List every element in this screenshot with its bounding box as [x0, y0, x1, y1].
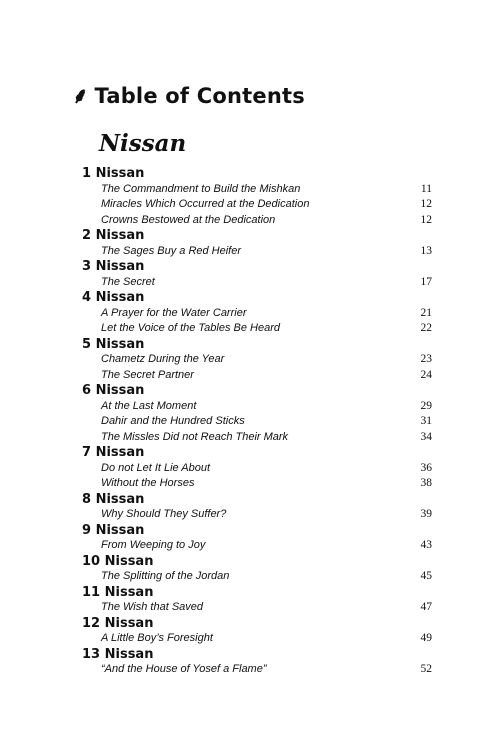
- entry-page-number: 13: [420, 244, 432, 257]
- toc-entry: [82, 414, 432, 430]
- entry-title: Let the Voice of the Tables Be Heard: [101, 322, 280, 334]
- entry-title: At the Last Moment: [101, 399, 197, 412]
- entry-page-number: 39: [420, 508, 432, 520]
- day-heading: 6 Nissan: [82, 383, 145, 398]
- entry-page-number: 34: [420, 430, 432, 443]
- entry-title: Chametz During the Year: [101, 353, 225, 365]
- ornament-icon: ⸙: [72, 83, 89, 109]
- day-heading: 7 Nissan: [82, 445, 145, 460]
- entry-page-number: 22: [420, 322, 432, 334]
- toc-entry: [82, 461, 432, 477]
- entry-title: Dahir and the Hundred Sticks: [101, 415, 245, 427]
- day-heading: 13 Nissan: [82, 646, 154, 662]
- toc-entry: [82, 399, 432, 415]
- toc-entry: [82, 538, 432, 554]
- entry-title: Miracles Which Occurred at the Dedication: [101, 198, 310, 210]
- day-heading: 8 Nissan: [82, 491, 145, 507]
- toc-entry: [82, 306, 432, 322]
- toc-entry: [82, 244, 432, 260]
- toc-entry: [82, 352, 432, 368]
- entry-title: Crowns Bestowed at the Dedication: [101, 213, 276, 226]
- page-title: Table of Contents: [94, 84, 305, 108]
- toc-entry: [82, 368, 432, 384]
- entry-page-number: 43: [420, 539, 432, 551]
- entry-title: Without the Horses: [101, 477, 195, 489]
- toc-header: [72, 84, 305, 108]
- day-heading: 12 Nissan: [82, 615, 154, 631]
- entry-title: The Splitting of the Jordan: [101, 570, 230, 582]
- entry-page-number: 12: [420, 198, 432, 210]
- toc-entry: [82, 213, 432, 229]
- entry-page-number: 12: [420, 213, 432, 226]
- entry-page-number: 52: [420, 663, 432, 675]
- toc-entry: [82, 476, 432, 492]
- toc-entry: [82, 321, 432, 337]
- entry-title: “And the House of Yosef a Flame”: [101, 663, 267, 675]
- entry-page-number: 38: [420, 477, 432, 489]
- day-heading: 9 Nissan: [82, 522, 145, 538]
- toc-entry: [82, 430, 432, 446]
- entry-page-number: 23: [420, 353, 432, 365]
- toc-entry: [82, 662, 432, 678]
- entry-title: The Wish that Saved: [101, 601, 204, 613]
- entry-page-number: 47: [420, 601, 432, 613]
- day-heading: 3 Nissan: [82, 259, 145, 274]
- toc-entry: [82, 182, 432, 198]
- entry-title: Why Should They Suffer?: [101, 508, 227, 520]
- entry-title: A Prayer for the Water Carrier: [101, 306, 247, 319]
- toc-entry: [82, 600, 432, 616]
- day-heading: 2 Nissan: [82, 228, 145, 243]
- toc-list: [82, 166, 432, 678]
- entry-page-number: 49: [420, 632, 432, 644]
- day-heading: 11 Nissan: [82, 584, 154, 600]
- entry-title: A Little Boy’s Foresight: [101, 632, 213, 644]
- entry-page-number: 11: [420, 182, 432, 195]
- toc-entry: [82, 569, 432, 585]
- entry-page-number: 17: [420, 275, 432, 288]
- toc-entry: [82, 197, 432, 213]
- entry-page-number: 29: [420, 399, 432, 412]
- entry-title: Do not Let It Lie About: [101, 461, 211, 474]
- entry-page-number: 31: [420, 415, 432, 427]
- month-title: Nissan: [99, 130, 187, 157]
- entry-page-number: 36: [420, 461, 432, 474]
- entry-title: The Sages Buy a Red Heifer: [101, 244, 242, 257]
- day-heading: 10 Nissan: [82, 553, 154, 569]
- entry-title: From Weeping to Joy: [101, 539, 206, 551]
- entry-page-number: 45: [420, 570, 432, 582]
- day-heading: 1 Nissan: [82, 166, 145, 181]
- entry-title: The Secret Partner: [101, 368, 194, 381]
- day-heading: 4 Nissan: [82, 290, 145, 305]
- entry-page-number: 21: [420, 306, 432, 319]
- day-heading: 5 Nissan: [82, 336, 145, 352]
- toc-entry: [82, 507, 432, 523]
- entry-title: The Commandment to Build the Mishkan: [101, 182, 301, 195]
- entry-title: The Secret: [101, 275, 155, 288]
- toc-entry: [82, 275, 432, 291]
- entry-title: The Missles Did not Reach Their Mark: [101, 430, 289, 443]
- entry-page-number: 24: [420, 368, 432, 381]
- toc-entry: [82, 631, 432, 647]
